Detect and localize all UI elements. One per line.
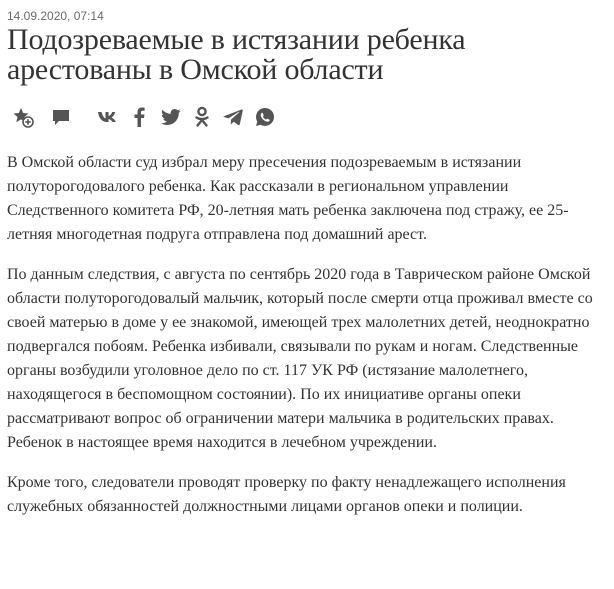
article-paragraph: По данным следствия, с августа по сентябрь 2020 года в Таврическом районе Омской области полуторогодовалый мальчик, который после смерти отца проживал вместе со своей матерью в доме у ее знакомой, имеющей трех малолетних детей, неоднократно подвергался побоям. Ребенка избивали, связывали по рукам и ногам. Следственные органы возбудили уголовное дело по ст. 117 УК РФ (истязание малолетнего, находящегося в беспомощном состоянии). По их инициативе органы опеки рассматривают вопрос об ограничении матери мальчика в родительских правах. Ребенок в настоящее время находится в лечебном учреждении. bbox=[7, 266, 593, 451]
favorite-add-icon bbox=[12, 106, 34, 128]
article-paragraph: В Омской области суд избрал меру пресечения подозреваемым в истязании полуторогодовалого ребенка. Как рассказали в региональном управлении Следственного комитета РФ, 20-летняя мать ребенка заключена под стражу, ее 25-летняя многодетная подруга отправлена под домашний арест. bbox=[7, 154, 569, 243]
publish-date: 14.09.2020, 07:14 bbox=[7, 9, 104, 23]
share-whatsapp-button[interactable] bbox=[253, 105, 277, 129]
share-twitter-button[interactable] bbox=[159, 105, 183, 129]
comments-icon bbox=[51, 107, 71, 127]
article-title: Подозреваемые в истязании ребенка арестованы в Омской области bbox=[7, 23, 466, 86]
share-odnoklassniki-button[interactable] bbox=[190, 105, 214, 129]
twitter-icon bbox=[161, 108, 181, 126]
article-paragraph: Кроме того, следователи проводят проверку по факту ненадлежащего исполнения служебных обязанностей должностными лицами органов опеки и полиции. bbox=[7, 474, 566, 515]
comments-button[interactable] bbox=[49, 105, 73, 129]
share-telegram-button[interactable] bbox=[221, 105, 245, 129]
whatsapp-icon bbox=[255, 107, 275, 127]
share-bar bbox=[11, 105, 291, 131]
article-body bbox=[7, 151, 607, 535]
share-vk-button[interactable] bbox=[96, 105, 120, 129]
telegram-icon bbox=[223, 108, 243, 126]
vk-icon bbox=[97, 109, 119, 125]
share-facebook-button[interactable] bbox=[127, 105, 151, 129]
favorite-add-button[interactable] bbox=[11, 105, 35, 129]
facebook-icon bbox=[132, 107, 146, 127]
odnoklassniki-icon bbox=[194, 106, 210, 128]
